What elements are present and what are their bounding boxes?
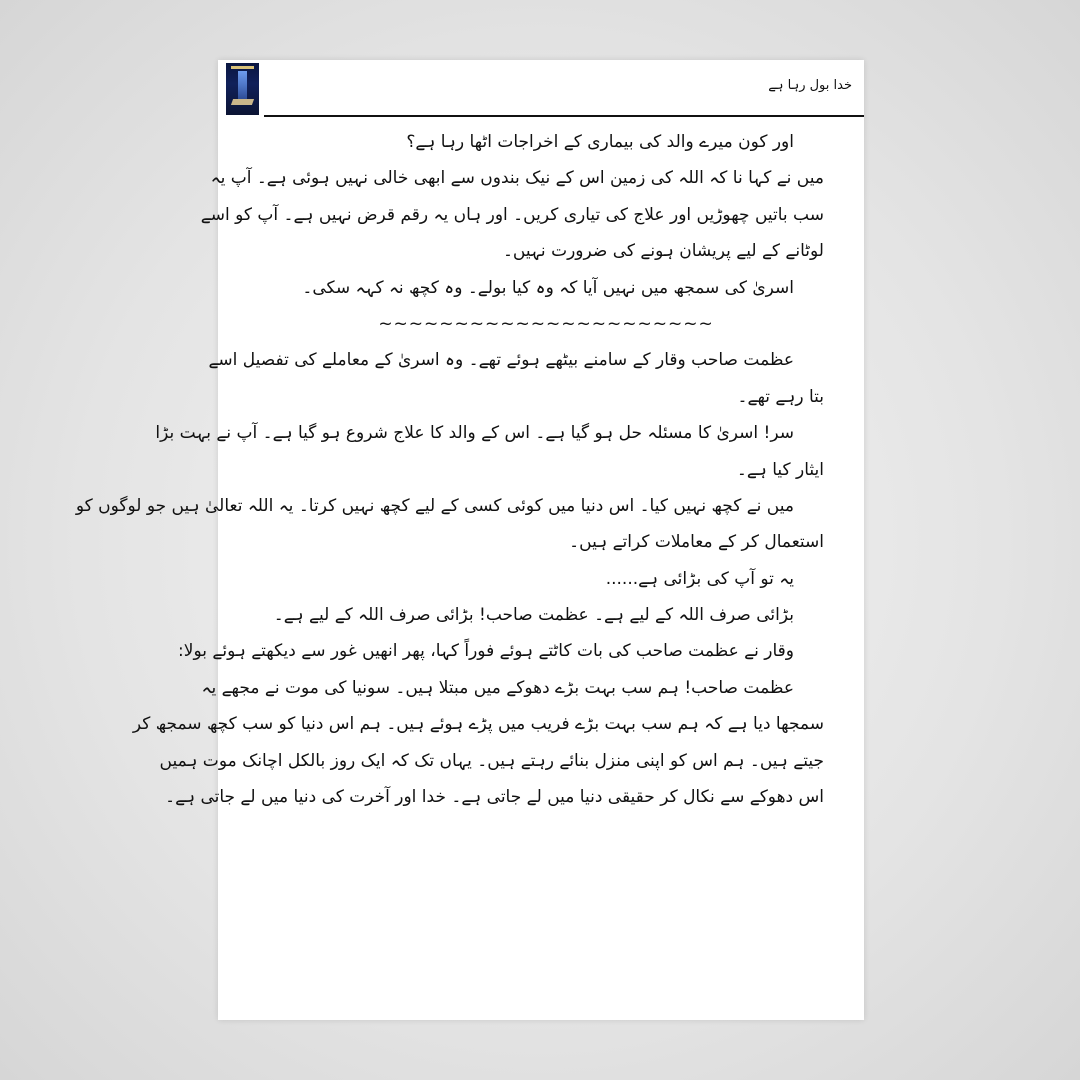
text-line: استعمال کر کے معاملات کراتے ہیں۔: [569, 532, 824, 553]
page-body-text: [75, 124, 824, 815]
text-line: سب باتیں چھوڑیں اور علاج کی تیاری کریں۔ اور ہاں یہ رقم قرض نہیں ہے۔ آپ کو اسے: [200, 204, 824, 225]
text-line: میں نے کچھ نہیں کیا۔ اس دنیا میں کوئی کسی کے لیے کچھ نہیں کرتا۔ یہ اللہ تعالیٰ ہیں جو لوگوں کو: [75, 495, 794, 516]
text-line: اور کون میرے والد کی بیماری کے اخراجات اٹھا رہا ہے؟: [406, 132, 794, 152]
text-line: لوٹانے کے لیے پریشان ہونے کی ضرورت نہیں۔: [502, 241, 824, 262]
book-page: [75, 60, 864, 1020]
cover-title-strip: [231, 66, 254, 69]
text-line: اسریٰ کی سمجھ میں نہیں آیا کہ وہ کیا بولے۔ وہ کچھ نہ کہہ سکی۔: [302, 277, 794, 298]
text-line: عظمت صاحب! ہم سب بہت بڑے دھوکے میں مبتلا ہیں۔ سونیا کی موت نے مجھے یہ: [201, 677, 794, 698]
text-line: عظمت صاحب وقار کے سامنے بیٹھے ہوئے تھے۔ وہ اسریٰ کے معاملے کی تفصیل اسے: [208, 350, 794, 371]
text-line: ایثار کیا ہے۔: [736, 459, 824, 480]
text-line: میں نے کہا نا کہ اللہ کی زمین اس کے نیک بندوں سے ابھی خالی نہیں ہوئی ہے۔ آپ یہ: [210, 168, 824, 189]
book-cover-thumbnail: [226, 63, 259, 115]
text-line: جیتے ہیں۔ ہم اس کو اپنی منزل بنائے رہتے ہیں۔ یہاں تک کہ ایک روز بالکل اچانک موت ہمیں: [159, 750, 824, 771]
text-line: وقار نے عظمت صاحب کی بات کاٹتے ہوئے فوراً کہا، پھر انھیں غور سے دیکھتے ہوئے بولا:: [178, 641, 794, 662]
running-head-title: خدا بول رہا ہے: [768, 78, 852, 93]
text-line: یہ تو آپ کی بڑائی ہے......: [605, 568, 794, 589]
cover-book-graphic: [231, 99, 254, 105]
text-line: بڑائی صرف اللہ کے لیے ہے۔ عظمت صاحب! بڑائی صرف اللہ کے لیے ہے۔: [273, 605, 794, 626]
text-line: اس دھوکے سے نکال کر حقیقی دنیا میں لے جاتی ہے۔ خدا اور آخرت کی دنیا میں لے جاتی ہے۔: [165, 787, 824, 808]
section-separator: ~~~~~~~~~~~~~~~~~~~~~~: [378, 313, 714, 334]
text-line: سمجھا دیا ہے کہ ہم سب بہت بڑے فریب میں پڑے ہوئے ہیں۔ ہم اس دنیا کو سب کچھ سمجھ کر: [132, 714, 824, 735]
text-line: بتا رہے تھے۔: [737, 386, 824, 407]
text-line: سر! اسریٰ کا مسئلہ حل ہو گیا ہے۔ اس کے والد کا علاج شروع ہو گیا ہے۔ آپ نے بہت بڑا: [155, 423, 794, 444]
header-rule: [264, 115, 864, 117]
